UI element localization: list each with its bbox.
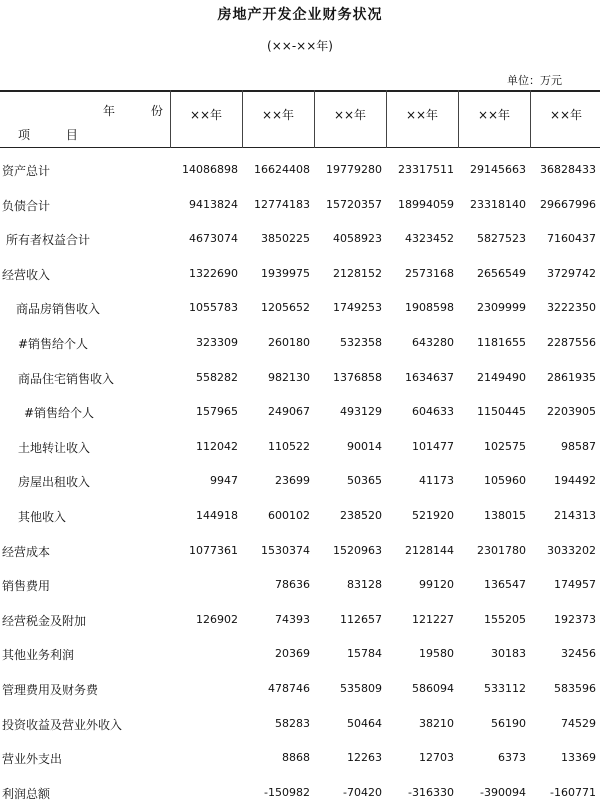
value-cell: 23699 xyxy=(275,474,310,488)
value-cell: 1322690 xyxy=(189,266,238,280)
value-cell: 12263 xyxy=(347,751,382,765)
header-year-cell: ××年 xyxy=(189,108,223,122)
row-label: 管理费用及财务费 xyxy=(2,683,99,697)
table-row xyxy=(0,335,600,359)
value-cell: 192373 xyxy=(554,612,596,626)
value-cell: 1749253 xyxy=(333,301,382,315)
value-cell: 23318140 xyxy=(470,197,526,211)
value-cell: 586094 xyxy=(412,682,454,695)
value-cell: 121227 xyxy=(412,612,454,626)
header-year-cell: ××年 xyxy=(333,108,367,122)
value-cell: 90014 xyxy=(347,439,382,453)
value-cell: -316330 xyxy=(408,785,454,799)
value-cell: 74529 xyxy=(561,716,596,730)
value-cell: 3033202 xyxy=(547,543,596,557)
header-year-cell: ××年 xyxy=(477,108,511,122)
value-cell: 532358 xyxy=(340,336,382,349)
header-bottom-rule xyxy=(0,147,600,148)
value-cell: 38210 xyxy=(419,716,454,730)
value-cell: 112042 xyxy=(196,439,238,453)
value-cell: 144918 xyxy=(196,509,238,522)
row-label: 商品住宅销售收入 xyxy=(18,371,115,386)
value-cell: 36828433 xyxy=(540,163,596,176)
value-cell: 2149490 xyxy=(477,370,526,384)
row-label: 商品房销售收入 xyxy=(16,302,101,317)
value-cell: -150982 xyxy=(264,785,310,799)
value-cell: 4673074 xyxy=(189,232,238,246)
value-cell: 14086898 xyxy=(182,163,238,176)
row-label: 所有者权益合计 xyxy=(6,233,91,248)
table-row xyxy=(0,716,600,740)
row-label: 其他收入 xyxy=(18,510,67,524)
value-cell: 600102 xyxy=(268,509,310,522)
value-cell: 12703 xyxy=(419,751,454,765)
value-cell: 56190 xyxy=(491,716,526,730)
value-cell: 6373 xyxy=(498,751,526,765)
value-cell: 1376858 xyxy=(333,370,382,384)
value-cell: 157965 xyxy=(196,405,238,419)
value-cell: 110522 xyxy=(268,439,310,453)
value-cell: 50365 xyxy=(347,474,382,488)
row-label: #销售给个人 xyxy=(24,406,95,421)
value-cell: 20369 xyxy=(275,647,310,661)
value-cell: 50464 xyxy=(347,716,382,730)
value-cell: 249067 xyxy=(268,405,310,419)
row-label: 负债合计 xyxy=(2,198,51,213)
value-cell: 32456 xyxy=(561,647,596,661)
value-cell: 29145663 xyxy=(470,163,526,176)
value-cell: 112657 xyxy=(340,612,382,626)
value-cell: 1530374 xyxy=(261,543,310,557)
value-cell: 105960 xyxy=(484,474,526,488)
value-cell: 5827523 xyxy=(477,232,526,246)
row-label: 土地转让收入 xyxy=(18,440,91,455)
value-cell: 533112 xyxy=(484,682,526,695)
value-cell: 4058923 xyxy=(333,232,382,246)
value-cell: 583596 xyxy=(554,682,596,695)
value-cell: 19779280 xyxy=(326,163,382,176)
table-row xyxy=(0,162,600,186)
unit-label: 单位：万元 xyxy=(507,74,562,87)
value-cell: 535809 xyxy=(340,682,382,695)
table-row xyxy=(0,508,600,532)
value-cell: 1181655 xyxy=(477,336,526,349)
value-cell: -70420 xyxy=(343,785,382,799)
value-cell: 1077361 xyxy=(189,543,238,557)
value-cell: 41173 xyxy=(419,474,454,488)
value-cell: 604633 xyxy=(412,405,454,419)
value-cell: 3850225 xyxy=(261,232,310,246)
value-cell: 138015 xyxy=(484,509,526,522)
value-cell: 58283 xyxy=(275,716,310,730)
table-row xyxy=(0,543,600,567)
value-cell: 102575 xyxy=(484,439,526,453)
table-row xyxy=(0,300,600,324)
row-label: 资产总计 xyxy=(2,164,51,178)
value-cell: 101477 xyxy=(412,439,454,453)
row-label: #销售给个人 xyxy=(18,337,89,351)
value-cell: 23317511 xyxy=(398,163,454,176)
value-cell: 18994059 xyxy=(398,197,454,211)
value-cell: 29667996 xyxy=(540,197,596,211)
value-cell: 126902 xyxy=(196,612,238,626)
table-row xyxy=(0,266,600,290)
value-cell: 2128144 xyxy=(405,543,454,557)
value-cell: 3729742 xyxy=(547,266,596,280)
value-cell: 78636 xyxy=(275,578,310,592)
value-cell: 260180 xyxy=(268,336,310,349)
value-cell: 155205 xyxy=(484,612,526,626)
page-subtitle: (××-××年) xyxy=(267,39,333,53)
value-cell: 13369 xyxy=(561,751,596,765)
value-cell: 15784 xyxy=(347,647,382,661)
table-row xyxy=(0,750,600,774)
value-cell: 2309999 xyxy=(477,301,526,315)
header-item-label: 项 目 xyxy=(18,128,94,142)
value-cell: 2128152 xyxy=(333,266,382,280)
value-cell: -390094 xyxy=(480,785,526,799)
table-row xyxy=(0,197,600,221)
value-cell: 1205652 xyxy=(261,301,310,315)
value-cell: 558282 xyxy=(196,370,238,384)
value-cell: -160771 xyxy=(550,785,596,799)
value-cell: 3222350 xyxy=(547,301,596,315)
table-row xyxy=(0,231,600,255)
value-cell: 2287556 xyxy=(547,336,596,349)
value-cell: 9413824 xyxy=(189,197,238,211)
value-cell: 99120 xyxy=(419,578,454,592)
value-cell: 2203905 xyxy=(547,405,596,419)
value-cell: 982130 xyxy=(268,370,310,384)
table-top-rule xyxy=(0,90,600,92)
value-cell: 643280 xyxy=(412,336,454,349)
value-cell: 194492 xyxy=(554,474,596,488)
table-row xyxy=(0,404,600,428)
value-cell: 214313 xyxy=(554,509,596,522)
value-cell: 136547 xyxy=(484,578,526,592)
value-cell: 521920 xyxy=(412,509,454,522)
value-cell: 1150445 xyxy=(477,405,526,419)
value-cell: 74393 xyxy=(275,612,310,626)
header-year-cell: ××年 xyxy=(261,108,295,122)
table-row xyxy=(0,473,600,497)
row-label: 利润总额 xyxy=(2,786,51,801)
value-cell: 2301780 xyxy=(477,543,526,557)
row-label: 经营税金及附加 xyxy=(2,613,87,628)
value-cell: 1939975 xyxy=(261,266,310,280)
row-label: 其他业务利润 xyxy=(2,648,75,663)
header-year-label: 年 份 xyxy=(103,104,179,118)
value-cell: 15720357 xyxy=(326,197,382,211)
value-cell: 238520 xyxy=(340,509,382,522)
value-cell: 1520963 xyxy=(333,543,382,557)
value-cell: 19580 xyxy=(419,647,454,661)
row-label: 投资收益及营业外收入 xyxy=(2,717,123,732)
value-cell: 4323452 xyxy=(405,232,454,246)
table-row xyxy=(0,439,600,463)
value-cell: 8868 xyxy=(282,751,310,765)
page-title: 房地产开发企业财务状况 xyxy=(217,7,383,23)
value-cell: 1634637 xyxy=(405,370,454,384)
table-row xyxy=(0,646,600,670)
value-cell: 2573168 xyxy=(405,266,454,280)
header-year-cell: ××年 xyxy=(549,108,583,122)
table-row xyxy=(0,370,600,394)
header-year-cell: ××年 xyxy=(405,108,439,122)
value-cell: 174957 xyxy=(554,578,596,592)
value-cell: 30183 xyxy=(491,647,526,661)
value-cell: 2861935 xyxy=(547,370,596,384)
value-cell: 9947 xyxy=(210,474,238,488)
table-row xyxy=(0,785,600,809)
value-cell: 323309 xyxy=(196,336,238,349)
value-cell: 12774183 xyxy=(254,197,310,211)
value-cell: 83128 xyxy=(347,578,382,592)
value-cell: 98587 xyxy=(561,439,596,453)
value-cell: 16624408 xyxy=(254,163,310,176)
row-label: 房屋出租收入 xyxy=(18,475,91,490)
row-label: 销售费用 xyxy=(2,579,51,594)
value-cell: 478746 xyxy=(268,682,310,695)
table-row xyxy=(0,577,600,601)
table-row xyxy=(0,612,600,636)
value-cell: 1055783 xyxy=(189,301,238,315)
value-cell: 493129 xyxy=(340,405,382,419)
row-label: 营业外支出 xyxy=(2,752,63,767)
value-cell: 2656549 xyxy=(477,266,526,280)
row-label: 经营成本 xyxy=(2,544,51,559)
value-cell: 1908598 xyxy=(405,301,454,315)
row-label: 经营收入 xyxy=(2,267,51,282)
value-cell: 7160437 xyxy=(547,232,596,246)
table-row xyxy=(0,681,600,705)
